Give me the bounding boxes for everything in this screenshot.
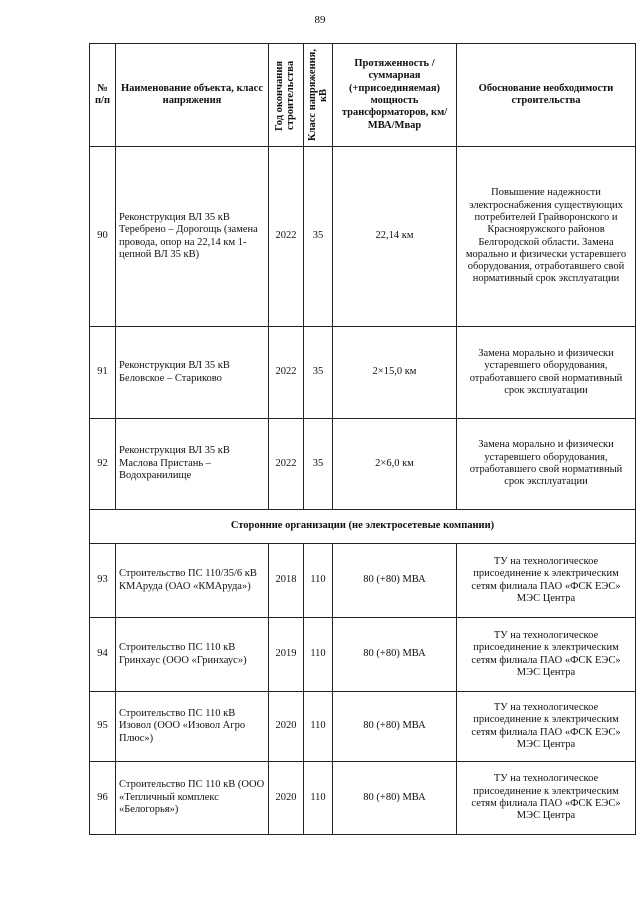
objects-table	[89, 43, 636, 835]
table-row	[90, 692, 636, 762]
row-num: 95	[90, 692, 116, 762]
row-voltage: 110	[304, 692, 333, 762]
row-basis: ТУ на технологическое присоединение к электрическим сетям филиала ПАО «ФСК ЕЭС» МЭС Центра	[457, 618, 636, 692]
header-year: Год окончания строительства	[269, 44, 304, 147]
row-year: 2019	[269, 618, 304, 692]
row-name: Реконструкция ВЛ 35 кВ Теребрено – Дорогощь (замена провода, опор на 22,14 км 1-цепной ВЛ 35 кВ)	[116, 147, 269, 327]
row-basis: Повышение надежности электроснабжения существующих потребителей Грайворонского и Краснояружского районов Белгородской области. Замена морально и физически устаревшего оборудования, отработавшего свой нормативный срок эксплуатации	[457, 147, 636, 327]
table-row	[90, 419, 636, 510]
row-length: 2×15,0 км	[333, 327, 457, 419]
header-voltage: Класс напряжения, кВ	[304, 44, 333, 147]
row-num: 93	[90, 544, 116, 618]
row-year: 2022	[269, 327, 304, 419]
row-length: 2×6,0 км	[333, 419, 457, 510]
table-row	[90, 147, 636, 327]
row-year: 2018	[269, 544, 304, 618]
row-year: 2020	[269, 762, 304, 835]
row-name: Строительство ПС 110/35/6 кВ КМАруда (ОАО «КМАруда»)	[116, 544, 269, 618]
table-header-row	[90, 44, 636, 147]
table-row	[90, 544, 636, 618]
row-voltage: 110	[304, 762, 333, 835]
row-length: 80 (+80) МВА	[333, 762, 457, 835]
row-num: 94	[90, 618, 116, 692]
table-row	[90, 327, 636, 419]
row-year: 2022	[269, 147, 304, 327]
row-num: 92	[90, 419, 116, 510]
row-name: Строительство ПС 110 кВ Гринхаус (ООО «Гринхаус»)	[116, 618, 269, 692]
row-name: Строительство ПС 110 кВ Изовол (ООО «Изовол Агро Плюс»)	[116, 692, 269, 762]
header-num: № п/п	[90, 44, 116, 147]
row-voltage: 35	[304, 327, 333, 419]
header-name: Наименование объекта, класс напряжения	[116, 44, 269, 147]
row-basis: ТУ на технологическое присоединение к электрическим сетям филиала ПАО «ФСК ЕЭС» МЭС Центра	[457, 544, 636, 618]
section-row	[90, 510, 636, 544]
section-title: Сторонние организации (не электросетевые компании)	[90, 510, 636, 544]
row-length: 80 (+80) МВА	[333, 692, 457, 762]
header-length: Протяженность / суммарная (+присоединяемая) мощность трансформаторов, км/МВА/Мвар	[333, 44, 457, 147]
row-basis: ТУ на технологическое присоединение к электрическим сетям филиала ПАО «ФСК ЕЭС» МЭС Центра	[457, 692, 636, 762]
row-voltage: 110	[304, 618, 333, 692]
row-year: 2020	[269, 692, 304, 762]
row-voltage: 35	[304, 147, 333, 327]
table-row	[90, 618, 636, 692]
row-basis: Замена морально и физически устаревшего оборудования, отработавшего свой нормативный срок эксплуатации	[457, 419, 636, 510]
row-length: 80 (+80) МВА	[333, 618, 457, 692]
row-voltage: 110	[304, 544, 333, 618]
row-year: 2022	[269, 419, 304, 510]
table-row	[90, 762, 636, 835]
row-name: Реконструкция ВЛ 35 кВ Маслова Пристань – Водохранилище	[116, 419, 269, 510]
row-voltage: 35	[304, 419, 333, 510]
row-num: 96	[90, 762, 116, 835]
row-basis: Замена морально и физически устаревшего оборудования, отработавшего свой нормативный срок эксплуатации	[457, 327, 636, 419]
row-name: Реконструкция ВЛ 35 кВ Беловское – Стариково	[116, 327, 269, 419]
row-name: Строительство ПС 110 кВ (ООО «Тепличный комплекс «Белогорья»)	[116, 762, 269, 835]
page-number: 89	[314, 14, 326, 26]
header-basis: Обоснование необходимости строительства	[457, 44, 636, 147]
row-num: 90	[90, 147, 116, 327]
row-num: 91	[90, 327, 116, 419]
row-basis: ТУ на технологическое присоединение к электрическим сетям филиала ПАО «ФСК ЕЭС» МЭС Центра	[457, 762, 636, 835]
row-length: 80 (+80) МВА	[333, 544, 457, 618]
row-length: 22,14 км	[333, 147, 457, 327]
